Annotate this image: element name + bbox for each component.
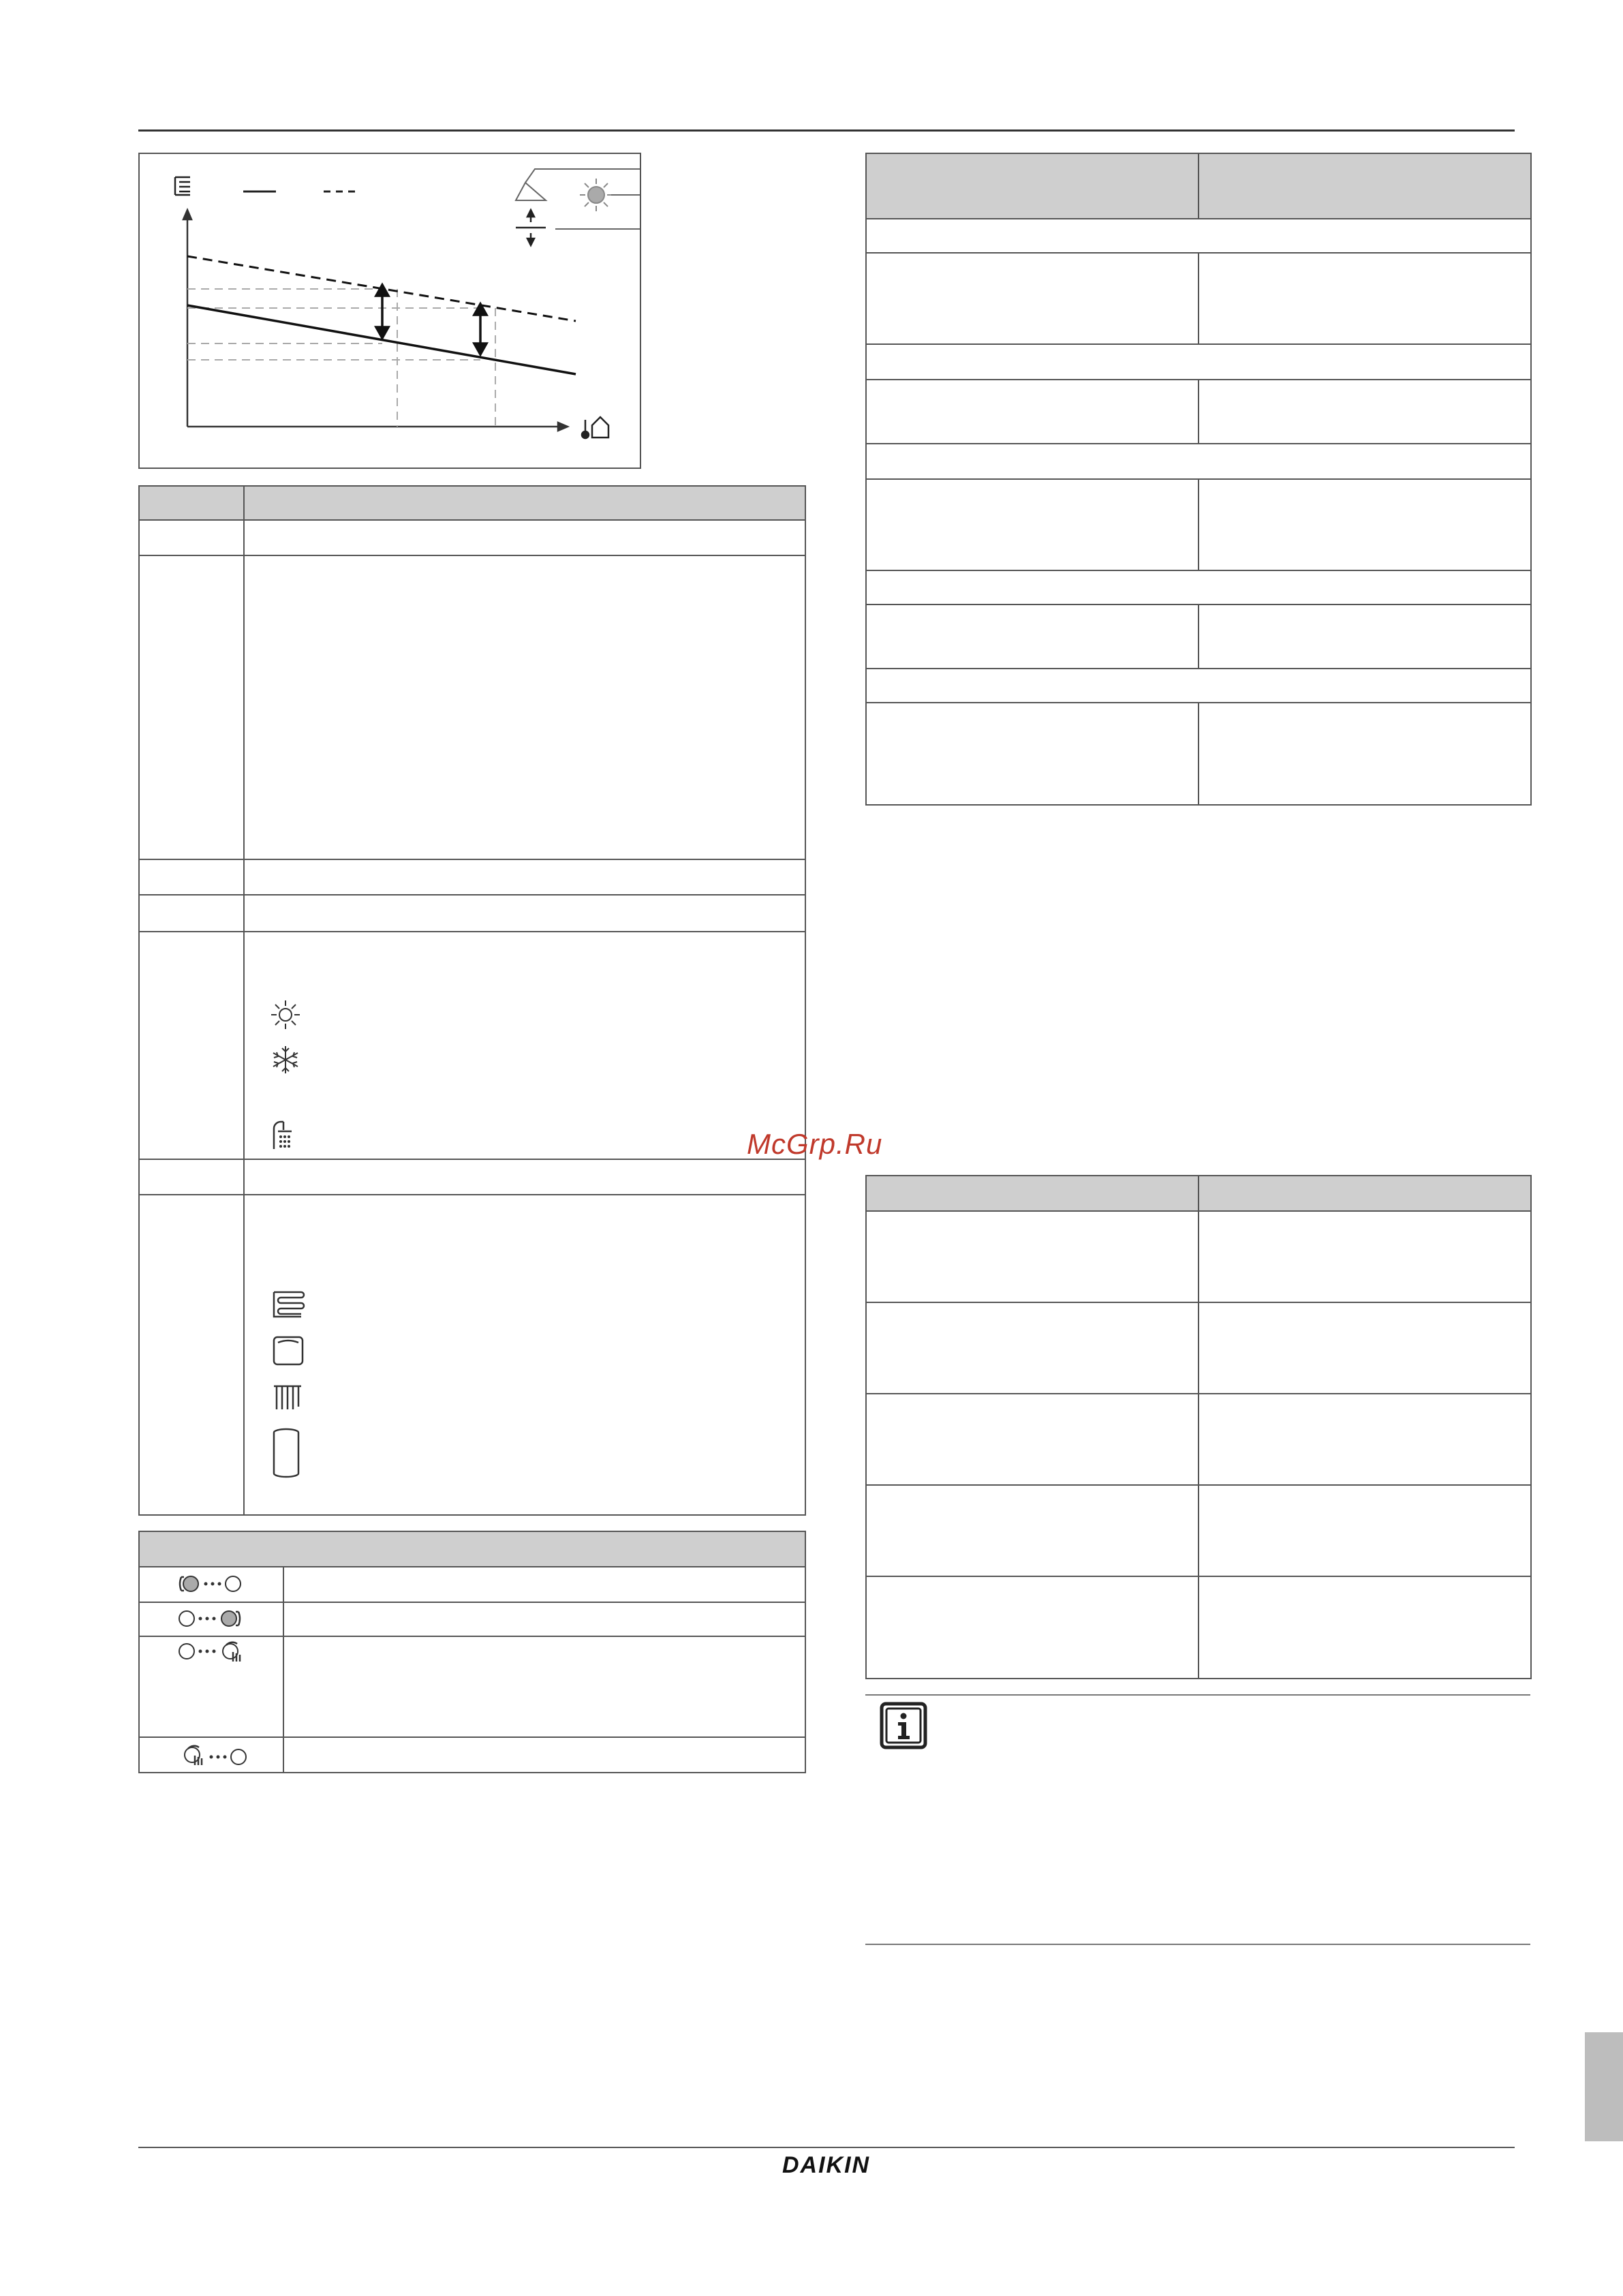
table-cell [866, 444, 1531, 479]
table-cell [866, 253, 1199, 344]
outdoor-temperature-icon [582, 417, 608, 438]
table-cell [866, 1394, 1199, 1485]
table-cell [283, 1737, 805, 1773]
table-header-cell [866, 153, 1199, 219]
footer-rule [138, 2147, 1515, 2148]
underfloor-heating-icon [175, 177, 190, 195]
side-tab [1585, 2032, 1623, 2141]
left-dial-rotate-icon [181, 1743, 256, 1771]
table-header-cell [866, 1176, 1199, 1211]
table-cell [866, 1211, 1199, 1302]
right-options-table [865, 1175, 1532, 1679]
table-cell [244, 932, 805, 1159]
table-cell [244, 859, 805, 895]
weather-curve-diagram [138, 153, 641, 469]
table-cell [1199, 1485, 1531, 1576]
shift-arrows-icon [516, 210, 546, 245]
table-cell [1199, 380, 1531, 444]
table-cell [283, 1567, 805, 1602]
note-top-rule [865, 1694, 1530, 1696]
table-cell [283, 1602, 805, 1636]
table-cell [1199, 703, 1531, 805]
header-rule [138, 129, 1515, 132]
table-cell [866, 570, 1531, 604]
table-cell [866, 669, 1531, 703]
table-header-cell [139, 486, 244, 520]
cooling-icon [270, 1044, 301, 1075]
radiator-icon [271, 1382, 305, 1412]
right-dial-rotate-icon [176, 1640, 251, 1667]
table-cell [139, 859, 244, 895]
table-cell [244, 1195, 805, 1515]
brand-logo: DAIKIN [782, 2152, 871, 2178]
table-header-cell [139, 1531, 805, 1567]
table-cell [866, 1485, 1199, 1576]
information-icon [879, 1701, 928, 1750]
left-dial-press-icon [176, 1572, 244, 1595]
right-dial-press-icon [176, 1607, 244, 1630]
table-cell [866, 703, 1199, 805]
table-cell [1199, 1302, 1531, 1394]
table-cell [1199, 479, 1531, 570]
table-cell [244, 555, 805, 859]
heating-icon [270, 999, 301, 1030]
left-parameter-table [138, 485, 806, 1516]
table-header-cell [1199, 1176, 1531, 1211]
table-cell [866, 1576, 1199, 1679]
table-cell [866, 380, 1199, 444]
tank-icon [271, 1427, 301, 1479]
fan-coil-icon [271, 1334, 305, 1367]
note-bottom-rule [865, 1944, 1530, 1945]
table-cell [1199, 604, 1531, 669]
table-cell [866, 219, 1531, 253]
table-cell [1199, 1576, 1531, 1679]
weather-dependent-icon [516, 183, 546, 200]
table-cell [139, 555, 244, 859]
underfloor-heating-icon [271, 1289, 305, 1319]
table-cell [866, 344, 1531, 380]
table-cell [866, 604, 1199, 669]
weather-curve-svg [140, 154, 640, 468]
right-settings-table [865, 153, 1532, 806]
table-cell [283, 1636, 805, 1737]
table-cell [1199, 1211, 1531, 1302]
table-cell [139, 1159, 244, 1195]
table-cell [244, 520, 805, 555]
table-cell [139, 1195, 244, 1515]
table-cell [244, 895, 805, 932]
table-cell [139, 520, 244, 555]
table-cell [1199, 1394, 1531, 1485]
table-cell [866, 1302, 1199, 1394]
heating-sun-icon [580, 179, 613, 211]
watermark-text: McGrp.Ru [747, 1128, 883, 1160]
domestic-hot-water-icon [271, 1119, 303, 1150]
table-cell [139, 895, 244, 932]
table-header-cell [1199, 153, 1531, 219]
table-cell [244, 1159, 805, 1195]
table-cell [866, 479, 1199, 570]
table-cell [139, 932, 244, 1159]
table-cell [1199, 253, 1531, 344]
table-header-cell [244, 486, 805, 520]
